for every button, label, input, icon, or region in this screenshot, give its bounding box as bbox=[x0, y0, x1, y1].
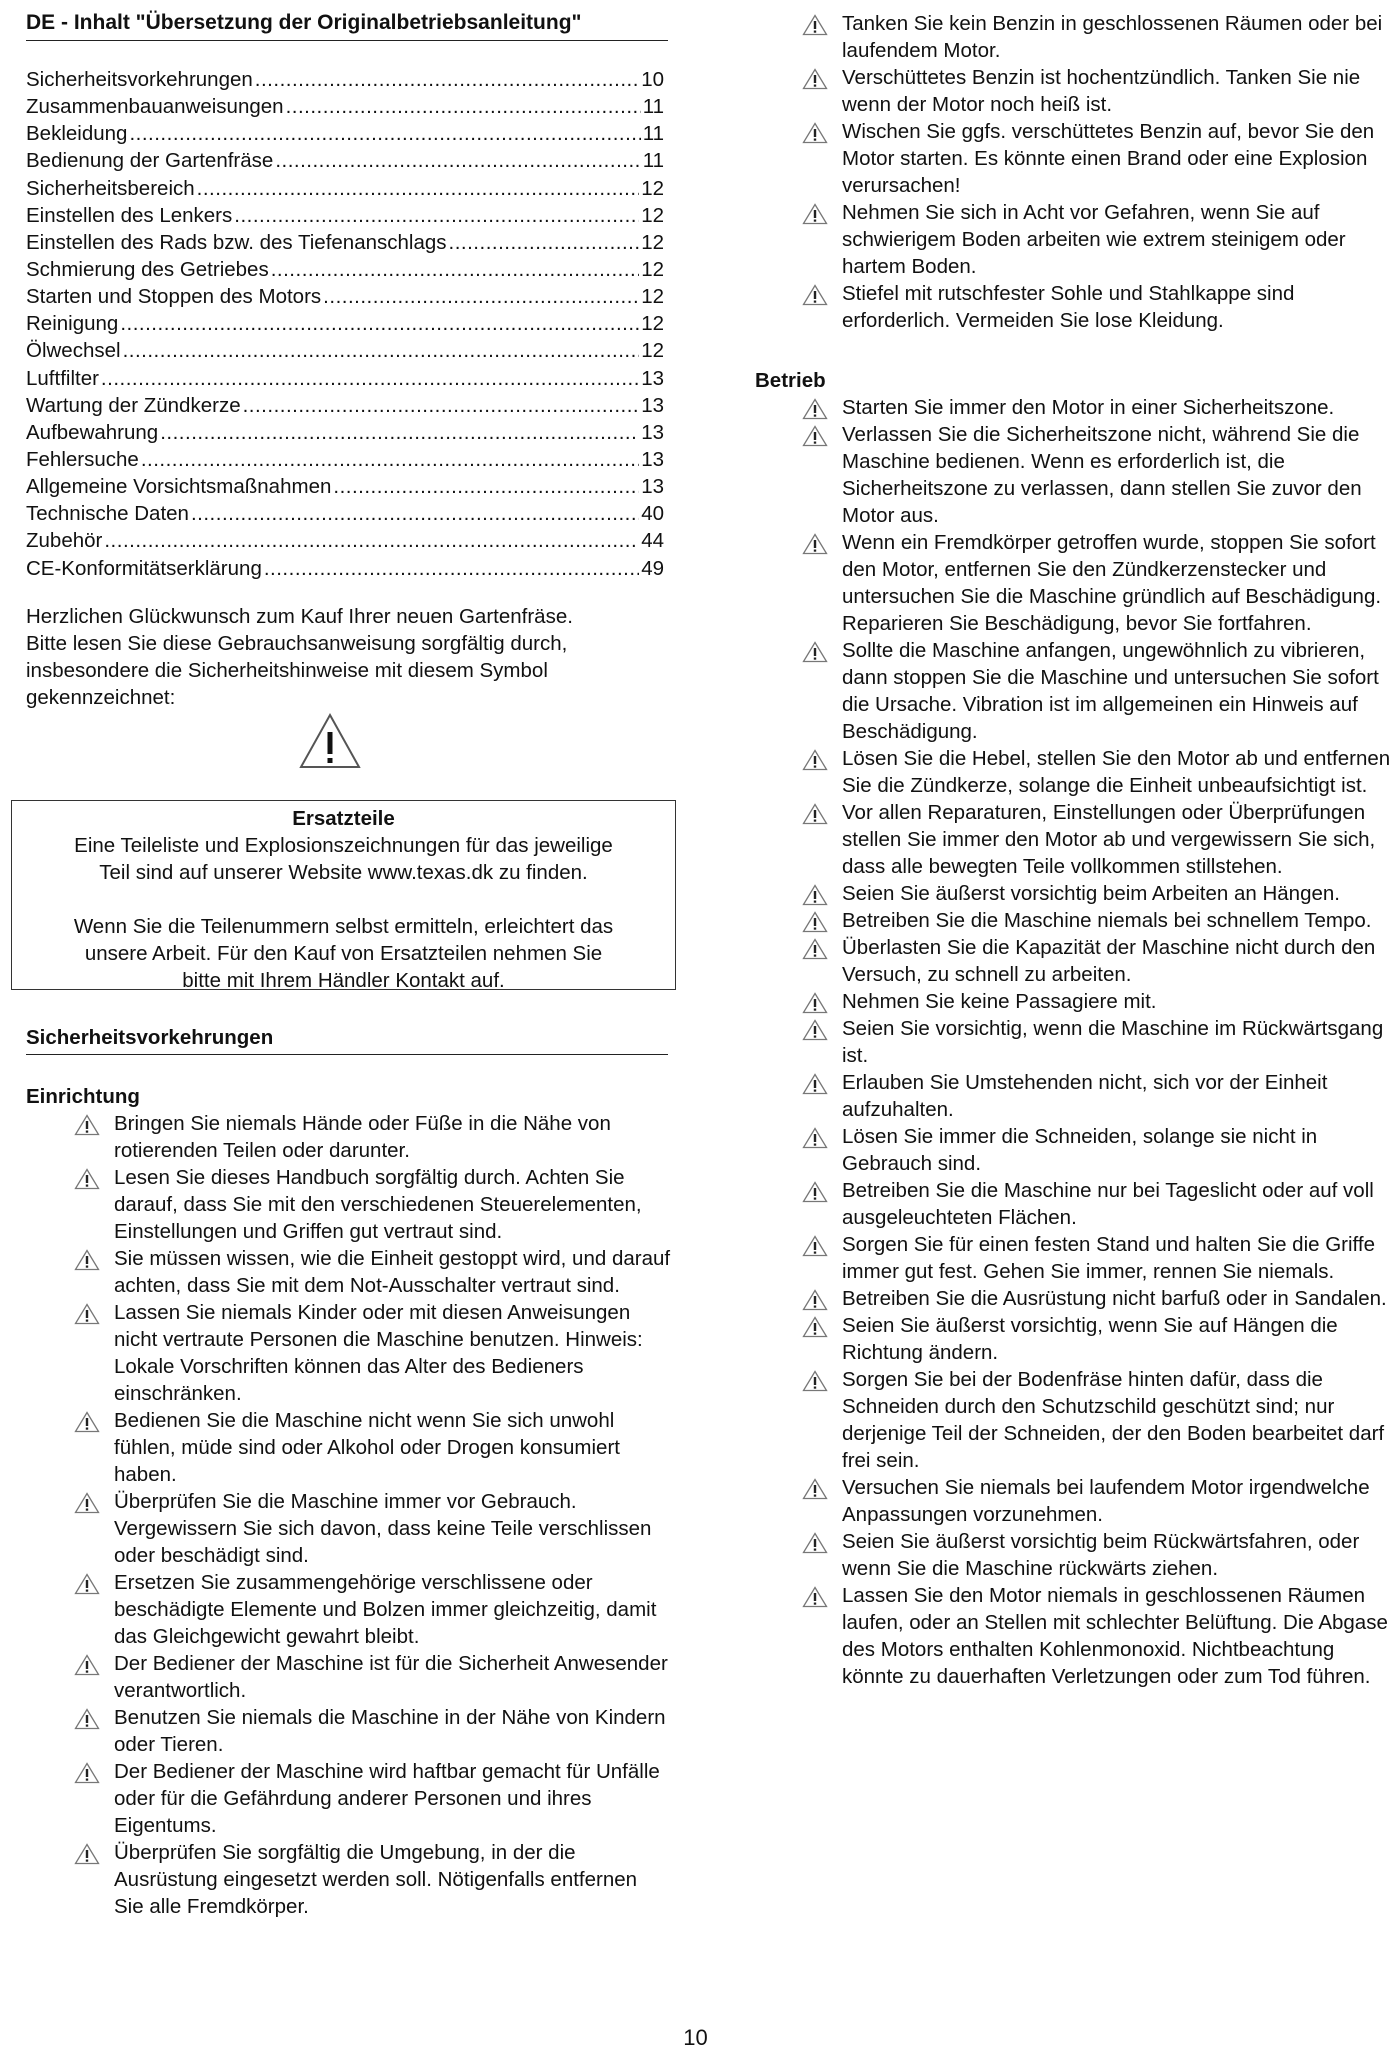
toc-leader bbox=[197, 175, 640, 202]
toc-leader bbox=[191, 500, 639, 527]
setup-list bbox=[74, 1110, 672, 1920]
list-item bbox=[802, 745, 1391, 799]
list-item-text: Vor allen Reparaturen, Einstellungen oder Überprüfungen stellen Sie immer den Motor ab und vergewissern Sie sich, dass alle bewegten Teile vollkommen stillstehen. bbox=[842, 801, 1376, 878]
toc-row bbox=[26, 555, 664, 582]
toc-leader bbox=[243, 392, 640, 419]
warning-triangle-icon bbox=[802, 1015, 842, 1069]
toc-leader bbox=[120, 310, 639, 337]
toc-row bbox=[26, 256, 664, 283]
toc-leader bbox=[449, 229, 640, 256]
list-item bbox=[802, 421, 1391, 529]
list-item-text: Betreiben Sie die Maschine nur bei Tageslicht oder auf voll ausgeleuchteten Flächen. bbox=[842, 1179, 1374, 1229]
warning-triangle-icon bbox=[74, 1407, 114, 1488]
toc-leader bbox=[129, 120, 640, 147]
warning-triangle-icon bbox=[802, 637, 842, 745]
warning-triangle-icon bbox=[802, 10, 842, 64]
toc-leader bbox=[333, 473, 639, 500]
toc-page: 13 bbox=[641, 393, 664, 417]
operation-list bbox=[802, 394, 1391, 1690]
toc-row bbox=[26, 365, 664, 392]
warning-symbol-icon bbox=[298, 712, 362, 770]
toc-page: 12 bbox=[641, 176, 664, 200]
warning-triangle-icon bbox=[802, 934, 842, 988]
list-item bbox=[802, 1069, 1391, 1123]
list-item-text: Überprüfen Sie die Maschine immer vor Gebrauch. Vergewissern Sie sich davon, dass keine Teile verschlissen oder beschädigt sind. bbox=[114, 1490, 652, 1567]
list-item-text: Ersetzen Sie zusammengehörige verschlissene oder beschädigte Elemente und Bolzen immer gleichzeitig, damit das Gleichgewicht gewahrt bleibt. bbox=[114, 1571, 657, 1648]
toc-leader bbox=[323, 283, 639, 310]
list-item-text: Überprüfen Sie sorgfältig die Umgebung, in der die Ausrüstung eingesetzt werden soll. Nötigenfalls entfernen Sie alle Fremdkörper. bbox=[114, 1841, 638, 1918]
toc-page: 11 bbox=[642, 95, 664, 119]
list-item bbox=[802, 799, 1391, 880]
toc-row bbox=[26, 419, 664, 446]
spare-parts-line: Teil sind auf unserer Website www.texas.dk zu finden. bbox=[99, 861, 588, 884]
toc-label: CE-Konformitätserklärung bbox=[26, 556, 262, 580]
warning-triangle-icon bbox=[802, 199, 842, 280]
list-item bbox=[802, 64, 1391, 118]
warning-triangle-icon bbox=[802, 280, 842, 334]
toc-label: Ölwechsel bbox=[26, 339, 121, 363]
list-item-text: Seien Sie äußerst vorsichtig beim Rückwärtsfahren, oder wenn Sie die Maschine rückwärts ziehen. bbox=[842, 1530, 1360, 1580]
list-item-text: Lösen Sie die Hebel, stellen Sie den Motor ab und entfernen Sie die Zündkerze, solange die Einheit unbeaufsichtigt ist. bbox=[842, 747, 1391, 797]
list-item-text: Sie müssen wissen, wie die Einheit gestoppt wird, und darauf achten, dass Sie mit dem Not-Ausschalter vertraut sind. bbox=[114, 1247, 671, 1297]
list-item bbox=[802, 880, 1391, 907]
list-item-text: Lösen Sie immer die Schneiden, solange sie nicht in Gebrauch sind. bbox=[842, 1125, 1318, 1175]
warning-triangle-icon bbox=[802, 1366, 842, 1474]
list-item-text: Der Bediener der Maschine ist für die Sicherheit Anwesender verantwortlich. bbox=[114, 1652, 668, 1702]
toc-page: 44 bbox=[641, 529, 664, 553]
list-item-text: Betreiben Sie die Maschine niemals bei schnellem Tempo. bbox=[842, 909, 1372, 932]
list-item bbox=[74, 1407, 672, 1488]
intro-line: Herzlichen Glückwunsch zum Kauf Ihrer neuen Gartenfräse. bbox=[26, 605, 573, 628]
list-item-text: Wischen Sie ggfs. verschüttetes Benzin auf, bevor Sie den Motor starten. Es könnte einen Brand oder eine Explosion verursachen! bbox=[842, 120, 1375, 197]
list-item bbox=[802, 10, 1391, 64]
spare-parts-title: Ersatzteile bbox=[292, 807, 395, 830]
list-item-text: Betreiben Sie die Ausrüstung nicht barfuß oder in Sandalen. bbox=[842, 1287, 1387, 1310]
warning-triangle-icon bbox=[74, 1299, 114, 1407]
list-item bbox=[802, 1312, 1391, 1366]
toc-leader bbox=[271, 256, 639, 283]
warning-triangle-icon bbox=[802, 64, 842, 118]
warning-triangle-icon bbox=[74, 1704, 114, 1758]
intro-line: insbesondere die Sicherheitshinweise mit diesem Symbol bbox=[26, 659, 548, 682]
toc-row bbox=[26, 120, 664, 147]
list-item bbox=[802, 1366, 1391, 1474]
list-item bbox=[74, 1704, 672, 1758]
list-item-text: Verschüttetes Benzin ist hochentzündlich. Tanken Sie nie wenn der Motor noch heiß ist. bbox=[842, 66, 1361, 116]
toc-label: Luftfilter bbox=[26, 366, 99, 390]
fuel-list bbox=[802, 10, 1391, 334]
spare-parts-line: bitte mit Ihrem Händler Kontakt auf. bbox=[182, 969, 505, 992]
list-item-text: Seien Sie äußerst vorsichtig beim Arbeiten an Hängen. bbox=[842, 882, 1340, 905]
list-item-text: Lassen Sie den Motor niemals in geschlossenen Räumen laufen, oder an Stellen mit schlechter Belüftung. Die Abgase des Motors enthalten Kohlenmonoxid. Nichtbeachtung könnte zu dauerhaften Verletzungen oder zum Tod führen. bbox=[842, 1584, 1388, 1688]
page-title: DE - Inhalt "Übersetzung der Originalbetriebsanleitung" bbox=[26, 11, 582, 34]
warning-triangle-icon bbox=[802, 1123, 842, 1177]
list-item-text: Der Bediener der Maschine wird haftbar gemacht für Unfälle oder für die Gefährdung anderer Personen und ihres Eigentums. bbox=[114, 1760, 660, 1837]
toc-row bbox=[26, 473, 664, 500]
toc-label: Bedienung der Gartenfräse bbox=[26, 149, 274, 173]
list-item-text: Sollte die Maschine anfangen, ungewöhnlich zu vibrieren, dann stoppen Sie die Maschine und untersuchen Sie sofort die Ursache. Vibration ist im allgemeinen ein Hinweis auf Beschädigung. bbox=[842, 639, 1379, 743]
toc-row bbox=[26, 446, 664, 473]
toc-label: Schmierung des Getriebes bbox=[26, 257, 269, 281]
list-item bbox=[802, 394, 1391, 421]
safety-divider bbox=[26, 1054, 668, 1055]
list-item-text: Sorgen Sie bei der Bodenfräse hinten dafür, dass die Schneiden durch den Schutzschild geschützt sind; nur derjenige Teil der Schneiden, der den Boden bearbeitet darf frei sein. bbox=[842, 1368, 1385, 1472]
toc-page: 10 bbox=[641, 68, 664, 91]
toc-label: Einstellen des Rads bzw. des Tiefenanschlags bbox=[26, 230, 447, 254]
safety-section-title: Sicherheitsvorkehrungen bbox=[26, 1026, 274, 1049]
list-item-text: Seien Sie äußerst vorsichtig, wenn Sie auf Hängen die Richtung ändern. bbox=[842, 1314, 1338, 1364]
warning-triangle-icon bbox=[802, 745, 842, 799]
spare-parts-box bbox=[11, 800, 676, 990]
warning-triangle-icon bbox=[802, 529, 842, 637]
list-item bbox=[74, 1110, 672, 1164]
warning-triangle-icon bbox=[802, 1069, 842, 1123]
intro-line: gekennzeichnet: bbox=[26, 686, 176, 709]
toc-row bbox=[26, 527, 664, 554]
toc-leader bbox=[123, 337, 640, 364]
list-item-text: Nehmen Sie sich in Acht vor Gefahren, wenn Sie auf schwierigem Boden arbeiten wie extrem steinigem oder hartem Boden. bbox=[842, 201, 1346, 278]
intro-text bbox=[26, 603, 668, 711]
warning-triangle-icon bbox=[74, 1839, 114, 1920]
list-item bbox=[802, 118, 1391, 199]
list-item-text: Seien Sie vorsichtig, wenn die Maschine im Rückwärtsgang ist. bbox=[842, 1017, 1384, 1067]
list-item bbox=[802, 1231, 1391, 1285]
list-item-text: Verlassen Sie die Sicherheitszone nicht, während Sie die Maschine bedienen. Wenn es erforderlich ist, die Sicherheitszone zu verlassen, dann stellen Sie zuvor den Motor aus. bbox=[842, 423, 1362, 527]
toc-row bbox=[26, 93, 664, 120]
warning-triangle-icon bbox=[74, 1650, 114, 1704]
list-item-text: Sorgen Sie für einen festen Stand und halten Sie die Griffe immer gut fest. Gehen Sie immer, rennen Sie niemals. bbox=[842, 1233, 1375, 1283]
warning-triangle-icon bbox=[74, 1110, 114, 1164]
warning-triangle-icon bbox=[802, 907, 842, 934]
warning-triangle-icon bbox=[74, 1245, 114, 1299]
spare-parts-line: Eine Teileliste und Explosionszeichnungen für das jeweilige bbox=[74, 834, 613, 857]
warning-triangle-icon bbox=[802, 988, 842, 1015]
list-item-text: Tanken Sie kein Benzin in geschlossenen Räumen oder bei laufendem Motor. bbox=[842, 12, 1383, 62]
toc-page: 12 bbox=[641, 312, 664, 336]
toc-label: Einstellen des Lenkers bbox=[26, 203, 233, 227]
toc-page: 12 bbox=[641, 339, 664, 363]
intro-line: Bitte lesen Sie diese Gebrauchsanweisung sorgfältig durch, bbox=[26, 632, 568, 655]
warning-triangle-icon bbox=[802, 1528, 842, 1582]
toc-page: 12 bbox=[641, 230, 664, 254]
toc-page: 40 bbox=[641, 502, 664, 526]
toc-label: Bekleidung bbox=[26, 122, 128, 146]
warning-triangle-icon bbox=[802, 1285, 842, 1312]
page-number: 10 bbox=[683, 2025, 708, 2050]
toc-row bbox=[26, 337, 664, 364]
list-item-text: Benutzen Sie niemals die Maschine in der Nähe von Kindern oder Tieren. bbox=[114, 1706, 666, 1756]
list-item bbox=[802, 1285, 1391, 1312]
toc-row bbox=[26, 175, 664, 202]
toc-label: Fehlersuche bbox=[26, 447, 139, 471]
toc-label: Allgemeine Vorsichtsmaßnahmen bbox=[26, 475, 332, 499]
list-item bbox=[802, 280, 1391, 334]
warning-triangle-icon bbox=[802, 799, 842, 880]
toc-label: Zubehör bbox=[26, 529, 103, 553]
title-divider bbox=[26, 40, 668, 41]
table-of-contents bbox=[26, 66, 664, 582]
list-item bbox=[802, 1528, 1391, 1582]
list-item bbox=[802, 1582, 1391, 1690]
toc-page: 49 bbox=[641, 556, 664, 580]
toc-label: Reinigung bbox=[26, 312, 119, 336]
warning-triangle-icon bbox=[802, 1312, 842, 1366]
list-item bbox=[74, 1299, 672, 1407]
toc-row bbox=[26, 229, 664, 256]
list-item-text: Nehmen Sie keine Passagiere mit. bbox=[842, 990, 1157, 1013]
toc-leader bbox=[104, 527, 639, 554]
toc-page: 12 bbox=[641, 203, 664, 227]
toc-leader bbox=[264, 555, 639, 582]
toc-row bbox=[26, 147, 664, 174]
toc-row bbox=[26, 202, 664, 229]
warning-triangle-icon bbox=[74, 1164, 114, 1245]
warning-triangle-icon bbox=[802, 421, 842, 529]
toc-label: Sicherheitsvorkehrungen bbox=[26, 68, 253, 91]
toc-leader bbox=[101, 365, 639, 392]
list-item bbox=[74, 1245, 672, 1299]
list-item bbox=[802, 1015, 1391, 1069]
warning-triangle-icon bbox=[802, 118, 842, 199]
toc-page: 13 bbox=[641, 420, 664, 444]
spare-parts-line: unsere Arbeit. Für den Kauf von Ersatzteilen nehmen Sie bbox=[84, 942, 603, 965]
operation-subtitle: Betrieb bbox=[755, 369, 826, 392]
warning-triangle-icon bbox=[802, 1231, 842, 1285]
toc-leader bbox=[234, 202, 639, 229]
warning-triangle-icon bbox=[74, 1758, 114, 1839]
warning-triangle-icon bbox=[802, 1474, 842, 1528]
toc-leader bbox=[160, 419, 639, 446]
list-item bbox=[802, 199, 1391, 280]
warning-triangle-icon bbox=[802, 1177, 842, 1231]
list-item bbox=[802, 934, 1391, 988]
warning-triangle-icon bbox=[802, 1582, 842, 1690]
toc-leader bbox=[286, 93, 641, 120]
list-item bbox=[802, 988, 1391, 1015]
toc-label: Zusammenbauanweisungen bbox=[26, 95, 284, 119]
list-item-text: Lesen Sie dieses Handbuch sorgfältig durch. Achten Sie darauf, dass Sie mit den verschiedenen Steuerelementen, Einstellungen und Griffen gut vertraut sind. bbox=[114, 1166, 642, 1243]
toc-page: 11 bbox=[642, 122, 664, 146]
list-item bbox=[74, 1488, 672, 1569]
list-item bbox=[802, 529, 1391, 637]
spare-parts-line: Wenn Sie die Teilenummern selbst ermitteln, erleichtert das bbox=[73, 915, 614, 938]
list-item-text: Stiefel mit rutschfester Sohle und Stahlkappe sind erforderlich. Vermeiden Sie lose Kleidung. bbox=[842, 282, 1295, 332]
toc-label: Sicherheitsbereich bbox=[26, 176, 195, 200]
toc-page: 11 bbox=[642, 149, 664, 173]
toc-label: Wartung der Zündkerze bbox=[26, 393, 241, 417]
list-item bbox=[74, 1839, 672, 1920]
warning-triangle-icon bbox=[802, 880, 842, 907]
list-item bbox=[802, 907, 1391, 934]
toc-page: 12 bbox=[641, 285, 664, 309]
toc-row bbox=[26, 392, 664, 419]
toc-label: Starten und Stoppen des Motors bbox=[26, 285, 322, 309]
list-item bbox=[802, 1177, 1391, 1231]
list-item bbox=[74, 1650, 672, 1704]
list-item-text: Lassen Sie niemals Kinder oder mit diesen Anweisungen nicht vertraute Personen die Maschine benutzen. Hinweis: Lokale Vorschriften können das Alter des Bedieners einschränken. bbox=[114, 1301, 643, 1405]
warning-triangle-icon bbox=[74, 1488, 114, 1569]
toc-page: 13 bbox=[641, 447, 664, 471]
toc-leader bbox=[255, 66, 639, 93]
toc-page: 12 bbox=[641, 257, 664, 281]
list-item-text: Überlasten Sie die Kapazität der Maschine nicht durch den Versuch, zu schnell zu arbeiten. bbox=[842, 936, 1376, 986]
toc-label: Technische Daten bbox=[26, 502, 189, 526]
toc-row bbox=[26, 66, 664, 93]
list-item-text: Versuchen Sie niemals bei laufendem Motor irgendwelche Anpassungen vorzunehmen. bbox=[842, 1476, 1370, 1526]
toc-leader bbox=[275, 147, 640, 174]
toc-row bbox=[26, 283, 664, 310]
list-item bbox=[802, 1474, 1391, 1528]
toc-label: Aufbewahrung bbox=[26, 420, 159, 444]
list-item bbox=[74, 1569, 672, 1650]
list-item-text: Starten Sie immer den Motor in einer Sicherheitszone. bbox=[842, 396, 1335, 419]
setup-subtitle: Einrichtung bbox=[26, 1085, 140, 1108]
warning-triangle-icon bbox=[74, 1569, 114, 1650]
warning-triangle-icon bbox=[802, 394, 842, 421]
list-item bbox=[802, 1123, 1391, 1177]
toc-row bbox=[26, 500, 664, 527]
list-item bbox=[74, 1758, 672, 1839]
list-item-text: Bringen Sie niemals Hände oder Füße in die Nähe von rotierenden Teilen oder darunter. bbox=[114, 1112, 611, 1162]
toc-row bbox=[26, 310, 664, 337]
toc-page: 13 bbox=[641, 366, 664, 390]
list-item bbox=[802, 637, 1391, 745]
list-item-text: Wenn ein Fremdkörper getroffen wurde, stoppen Sie sofort den Motor, entfernen Sie den Zündkerzenstecker und untersuchen Sie die Maschine gründlich auf Beschädigung. Reparieren Sie Beschädigung, bevor Sie fortfahren. bbox=[842, 531, 1382, 635]
list-item bbox=[74, 1164, 672, 1245]
list-item-text: Erlauben Sie Umstehenden nicht, sich vor der Einheit aufzuhalten. bbox=[842, 1071, 1328, 1121]
list-item-text: Bedienen Sie die Maschine nicht wenn Sie sich unwohl fühlen, müde sind oder Alkohol oder Drogen konsumiert haben. bbox=[114, 1409, 620, 1486]
toc-page: 13 bbox=[641, 475, 664, 499]
toc-leader bbox=[141, 446, 639, 473]
